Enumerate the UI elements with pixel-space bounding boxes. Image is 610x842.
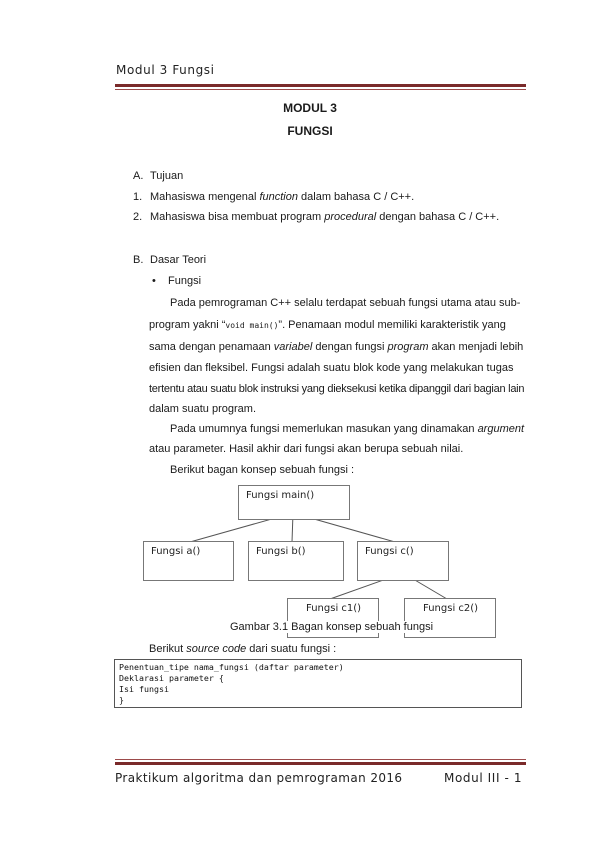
list-item-text: dalam bahasa C / C++. <box>297 191 415 203</box>
list-item-number: 2. <box>133 211 143 223</box>
diagram-node-c: Fungsi c() <box>357 541 449 581</box>
paragraph-text: akan menjadi lebih <box>428 341 524 353</box>
code-block <box>114 659 522 708</box>
paragraph-line: atau parameter. Hasil akhir dari fungsi akan berupa sebuah nilai. <box>149 443 464 455</box>
paragraph-emphasis: variabel <box>273 341 313 353</box>
paragraph-text: ”. Penamaan modul memiliki karakteristik yang <box>278 319 506 331</box>
footer-course: Praktikum algoritma dan pemrograman 2016 <box>115 771 403 785</box>
diagram-node-c1: Fungsi c1() <box>287 598 379 638</box>
diagram-intro: Berikut bagan konsep sebuah fungsi : <box>170 464 355 476</box>
paragraph-text: Pada umumnya fungsi memerlukan masukan yang dinamakan <box>170 423 478 435</box>
code-line: Deklarasi parameter { <box>119 673 224 683</box>
intro-text: dari suatu fungsi : <box>246 643 337 655</box>
topic-heading: FUNGSI <box>287 124 333 138</box>
paragraph-emphasis: program <box>387 341 429 353</box>
list-item-emphasis: function <box>259 191 298 203</box>
list-item-text: Mahasiswa bisa membuat program <box>150 211 325 223</box>
inline-code: void main() <box>225 321 279 330</box>
section-b-title: Dasar Teori <box>150 254 207 266</box>
paragraph-line: tertentu atau suatu blok instruksi yang dieksekusi ketika dipanggil dari bagian lain <box>149 383 525 395</box>
paragraph-emphasis: argument <box>477 423 525 435</box>
diagram-node-main: Fungsi main() <box>238 485 350 520</box>
list-item-text: dengan bahasa C / C++. <box>376 211 500 223</box>
diagram-node-a: Fungsi a() <box>143 541 234 581</box>
diagram-node-b: Fungsi b() <box>248 541 344 581</box>
source-code-intro <box>149 643 336 655</box>
paragraph-text: dengan fungsi <box>312 341 388 353</box>
bullet-label: Fungsi <box>168 275 202 287</box>
paragraph-line: dalam suatu program. <box>149 403 256 415</box>
list-item-text: Mahasiswa mengenal <box>150 191 260 203</box>
figure-caption: Gambar 3.1 Bagan konsep sebuah fungsi <box>230 621 434 633</box>
paragraph-line: efisien dan fleksibel. Fungsi adalah suatu blok kode yang melakukan tugas <box>149 362 514 374</box>
intro-emphasis: source code <box>186 643 247 655</box>
intro-text: Berikut <box>149 643 187 655</box>
paragraph-text: sama dengan penamaan <box>149 341 274 353</box>
list-item-number: 1. <box>133 191 143 203</box>
module-heading: MODUL 3 <box>283 101 337 115</box>
code-line: Penentuan_tipe nama_fungsi (daftar parameter) <box>119 662 344 672</box>
code-line: } <box>119 695 124 705</box>
list-item-emphasis: procedural <box>324 211 377 223</box>
code-line: Isi fungsi <box>119 684 169 694</box>
paragraph-line: Pada pemrograman C++ selalu terdapat sebuah fungsi utama atau sub- <box>170 297 521 309</box>
page-header-title: Modul 3 Fungsi <box>116 63 215 77</box>
footer-page-number: Modul III - 1 <box>444 771 523 785</box>
footer-rule-thick <box>115 762 526 765</box>
diagram-node-c2: Fungsi c2() <box>404 598 496 638</box>
footer-rule-thin <box>115 759 526 760</box>
section-b-letter: B. <box>133 254 144 266</box>
bullet-icon: • <box>152 275 156 287</box>
section-a-title: Tujuan <box>150 170 184 182</box>
section-a-letter: A. <box>133 170 144 182</box>
paragraph-text: program yakni “ <box>149 319 226 331</box>
